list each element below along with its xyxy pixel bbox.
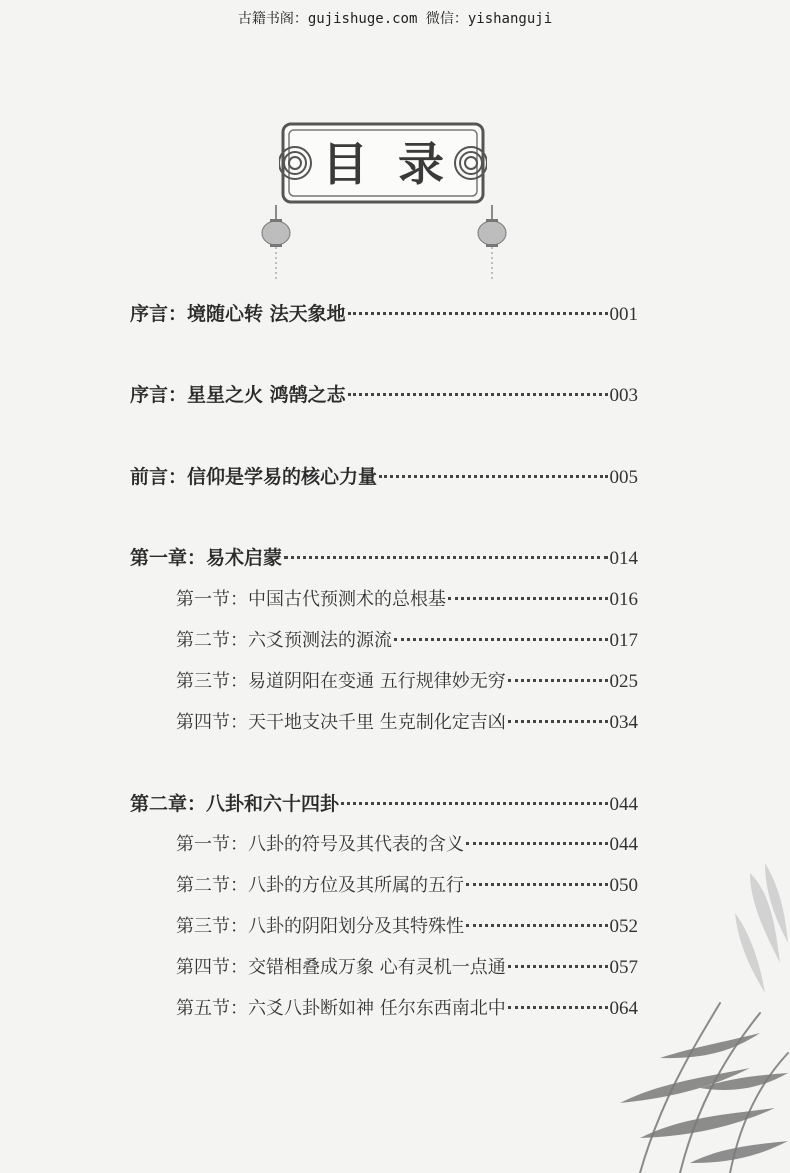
title-plaque (279, 120, 487, 206)
toc-entry-label: 前言：信仰是学易的核心力量 (130, 466, 378, 488)
dot-leader (508, 965, 608, 968)
toc-section[interactable] (176, 585, 638, 615)
dot-leader (466, 842, 608, 845)
toc-section[interactable] (176, 626, 638, 656)
toc-entry[interactable] (130, 380, 638, 410)
toc-section[interactable] (176, 953, 638, 983)
toc-chapter[interactable] (130, 543, 638, 573)
dot-leader (508, 679, 608, 682)
page-title: 目录 (322, 137, 474, 191)
toc-section[interactable] (176, 994, 638, 1024)
dot-leader (466, 924, 608, 927)
toc-entry-page: 017 (609, 630, 638, 651)
toc-entry-page: 057 (609, 957, 638, 978)
toc-entry-label: 第四节：天干地支决千里 生克制化定吉凶 (176, 712, 506, 733)
dot-leader (508, 720, 608, 723)
toc-entry-page: 014 (609, 548, 638, 569)
toc-entry-page: 052 (609, 916, 638, 937)
toc-entry-label: 第三节：八卦的阴阳划分及其特殊性 (176, 916, 464, 937)
toc-entry-label: 第一节：八卦的符号及其代表的含义 (176, 834, 464, 855)
dot-leader (284, 556, 607, 559)
toc-entry-page: 044 (609, 834, 638, 855)
toc-entry-label: 第二节：八卦的方位及其所属的五行 (176, 875, 464, 896)
toc-entry-page: 003 (609, 385, 638, 406)
left-lantern-icon (256, 205, 296, 283)
dot-leader (448, 597, 608, 600)
dot-leader (466, 883, 608, 886)
toc-entry-label: 第一章：易术启蒙 (130, 547, 283, 569)
toc-entry-label: 第五节：六爻八卦断如神 任尔东西南北中 (176, 998, 506, 1019)
dot-leader (348, 393, 608, 396)
toc-section[interactable] (176, 912, 638, 942)
toc-entry-page: 050 (609, 875, 638, 896)
toc-entry-label: 第二节：六爻预测法的源流 (176, 630, 392, 651)
toc-entry-label: 第二章：八卦和六十四卦 (130, 793, 340, 815)
toc-entry-label: 第三节：易道阴阳在变通 五行规律妙无穷 (176, 671, 506, 692)
toc-entry-label: 序言：星星之火 鸿鹄之志 (130, 384, 346, 406)
toc-entry-page: 034 (609, 712, 638, 733)
dot-leader (508, 1006, 608, 1009)
toc-entry-page: 044 (609, 794, 638, 815)
dot-leader (341, 802, 607, 805)
watermark-text: 古籍书阁：gujishuge.com 微信：yishanguji (237, 11, 553, 27)
toc-section[interactable] (176, 708, 638, 738)
toc-section[interactable] (176, 830, 638, 860)
toc-entry[interactable] (130, 299, 638, 329)
dot-leader (348, 312, 608, 315)
right-lantern-icon (472, 205, 512, 283)
toc-entry-label: 第一节：中国古代预测术的总根基 (176, 589, 446, 610)
dot-leader (394, 638, 608, 641)
toc-section[interactable] (176, 871, 638, 901)
toc-entry-label: 序言：境随心转 法天象地 (130, 303, 346, 325)
toc-entry-page: 064 (609, 998, 638, 1019)
toc-entry-page: 005 (609, 467, 638, 488)
toc-entry-page: 001 (609, 304, 638, 325)
toc-chapter[interactable] (130, 789, 638, 819)
toc-entry-page: 025 (609, 671, 638, 692)
toc-entry-label: 第四节：交错相叠成万象 心有灵机一点通 (176, 957, 506, 978)
toc-entry[interactable] (130, 462, 638, 492)
reed-painting-icon (600, 853, 790, 1173)
toc-entry-page: 016 (609, 589, 638, 610)
dot-leader (379, 475, 607, 478)
toc-section[interactable] (176, 667, 638, 697)
